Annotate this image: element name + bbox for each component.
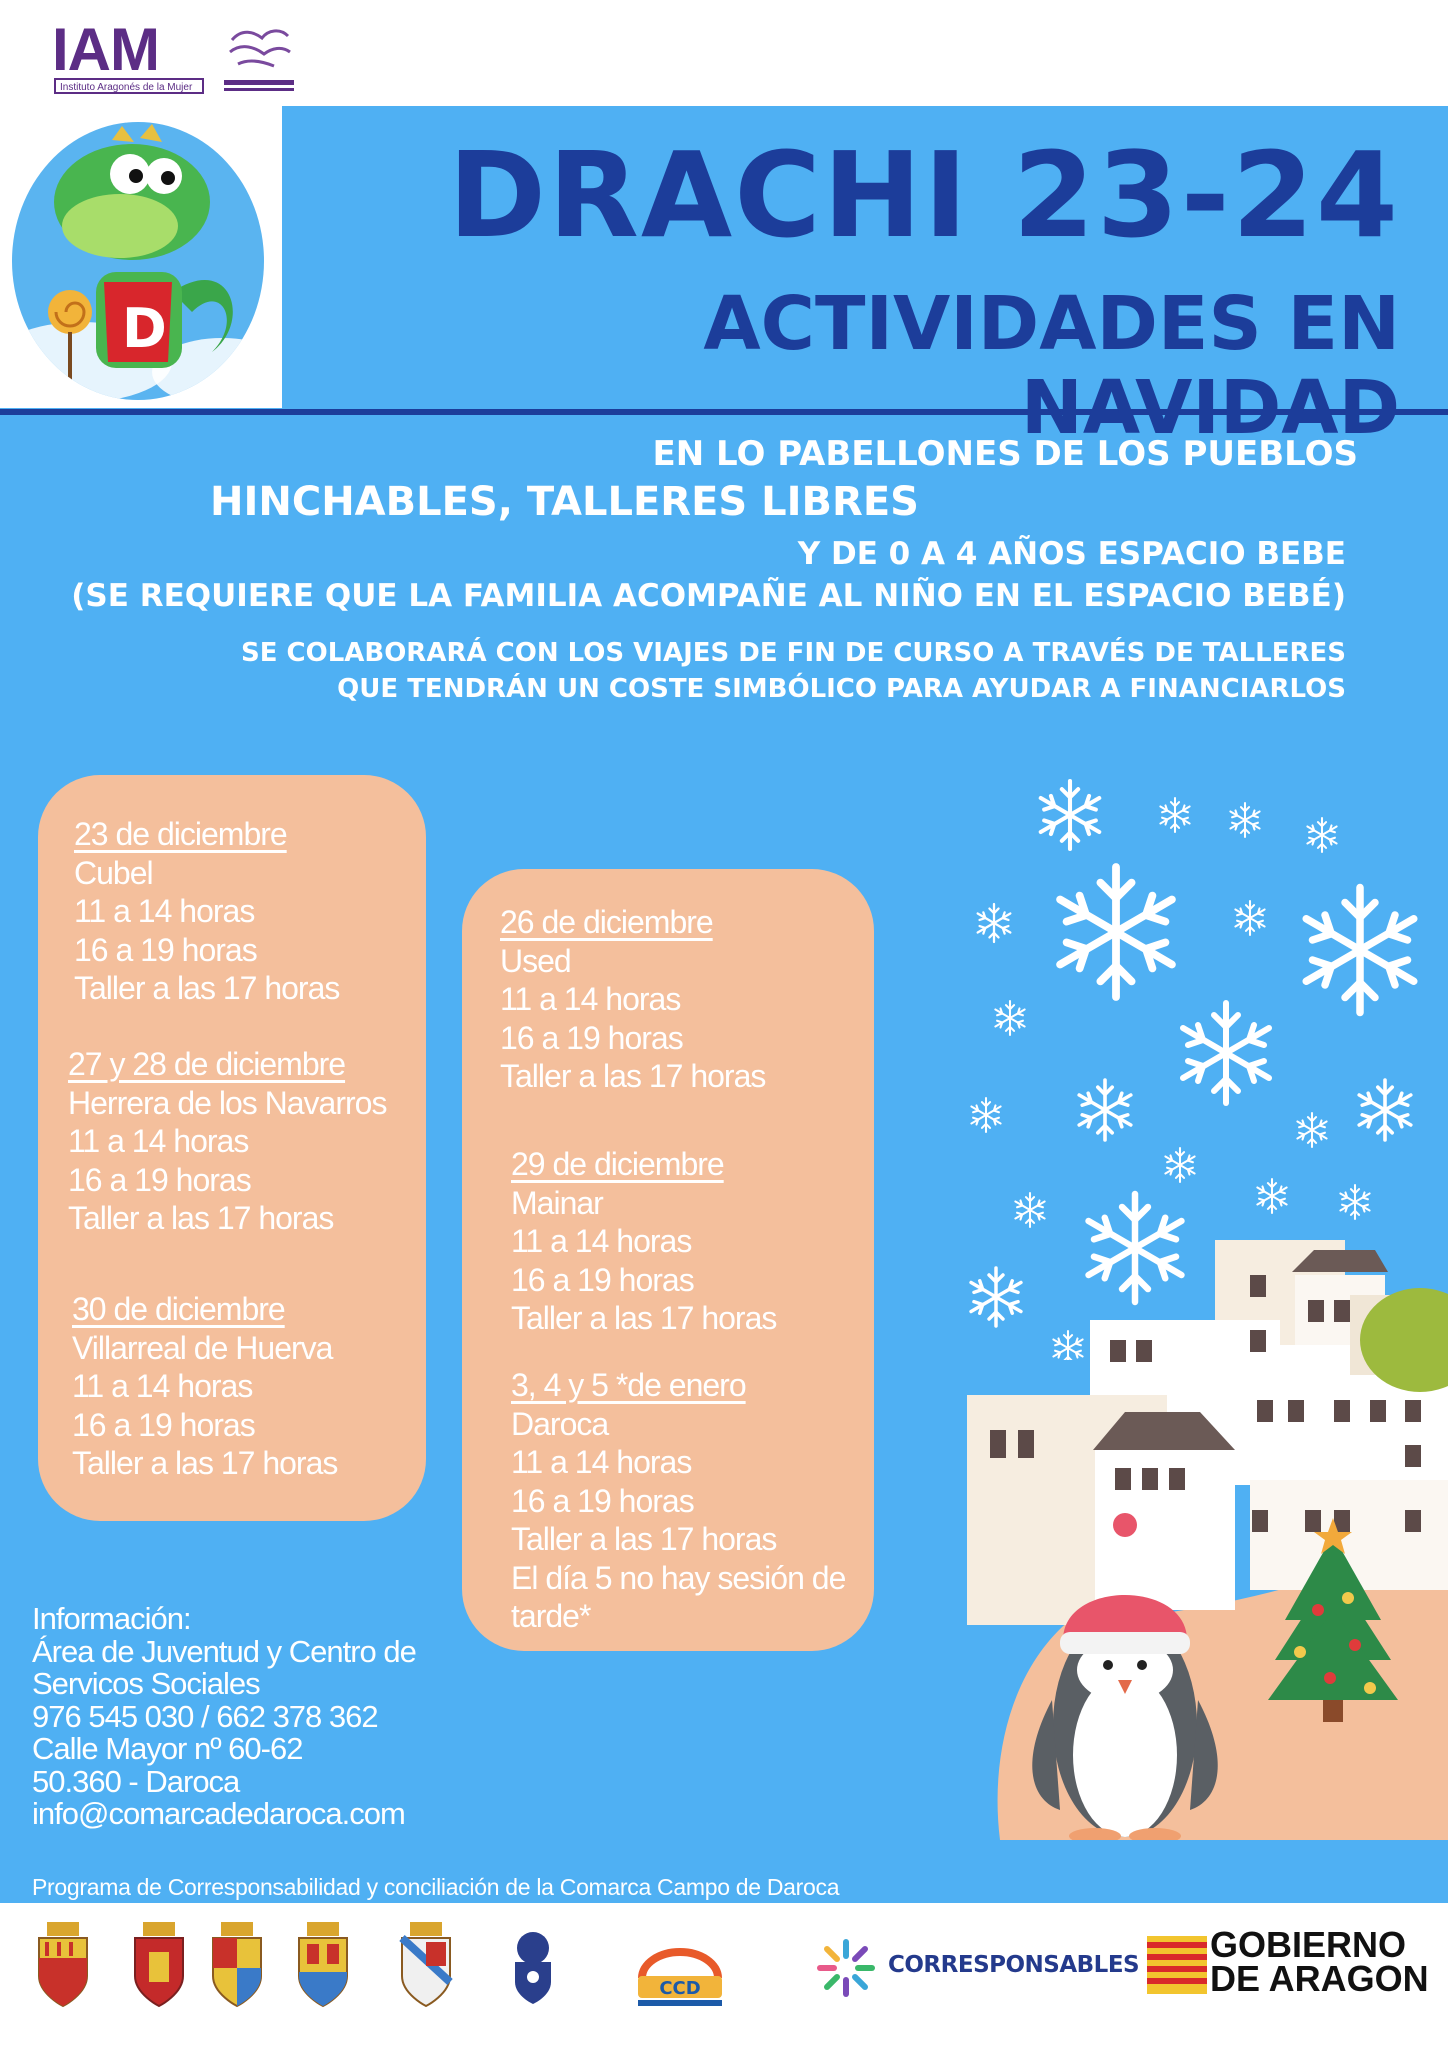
schedule-workshop: Taller a las 17 horas [511,1300,777,1336]
schedule-entry [68,1045,386,1238]
snowflake-icon [1053,1331,1082,1360]
snowflake-icon [1165,1148,1194,1182]
snowflake-icon [978,904,1011,942]
schedule-place: Villarreal de Huerva [72,1329,333,1366]
corresponsables-icon [816,1938,876,1998]
schedule-date: 23 de diciembre [74,816,287,852]
schedule-workshop: Taller a las 17 horas [500,1058,766,1094]
intro-line-family-note: (SE REQUIERE QUE LA FAMILIA ACOMPAÑE AL NIÑO EN EL ESPACIO BEBÉ) [71,578,1346,614]
schedule-workshop: Taller a las 17 horas [74,970,340,1006]
intro-line-activities: HINCHABLES, TALLERES LIBRES [210,479,919,525]
schedule-time: 11 a 14 horas [72,1368,253,1404]
drachi-mascot-image [12,122,264,400]
gobierno-line: GOBIERNO [1210,1924,1407,1965]
iam-logo [52,18,294,96]
schedule-workshop: Taller a las 17 horas [511,1521,777,1557]
snowflake-icon [995,1001,1024,1035]
intro-line-baby-space: Y DE 0 A 4 AÑOS ESPACIO BEBE [797,536,1346,572]
snowflake-icon [1089,1194,1182,1302]
snowflake-icon [1160,798,1189,832]
snowflake-icon [1340,1185,1369,1219]
snowflake-icon [1041,781,1099,849]
schedule-time: 11 a 14 horas [74,893,255,929]
snowflake-icon [1307,818,1336,852]
snowflake-icon [1306,888,1414,1013]
schedule-entry [500,903,765,1096]
schedule-place: Daroca [511,1405,609,1442]
snowflake-icon [1060,867,1172,997]
schedule-time: 16 a 19 horas [74,931,257,968]
info-city: 50.360 - Daroca [32,1763,240,1799]
schedule-time: 16 a 19 horas [68,1161,251,1198]
schedule-note: tarde* [511,1598,591,1634]
schedule-time: 11 a 14 horas [68,1123,249,1159]
intro-line-venues: EN LO PABELLONES DE LOS PUEBLOS [652,434,1358,474]
schedule-date: 27 y 28 de diciembre [68,1046,346,1082]
info-phones: 976 545 030 / 662 378 362 [32,1698,378,1734]
schedule-time: 11 a 14 horas [511,1223,692,1259]
ccd-text: CCD [659,1978,701,1999]
info-street: Calle Mayor nº 60-62 [32,1731,303,1766]
snowflake-icon [971,1268,1021,1326]
snowflake-icon [1230,803,1259,837]
ccd-logo [634,1948,726,2008]
intro-line-trips-1: SE COLABORARÁ CON LOS VIAJES DE FIN DE CURSO A TRAVÉS DE TALLERES [240,638,1346,668]
snowflake-icon [1235,901,1264,935]
page-title: DRACHI 23-24 [448,126,1400,264]
hands-icon [224,18,294,96]
town-crest-icon [33,1922,93,2008]
iam-logo-subtitle: Instituto Aragonés de la Mujer [54,78,204,94]
page-subtitle: ACTIVIDADES EN NAVIDAD [703,281,1400,451]
schedule-place: Used [500,942,571,979]
schedule-entry [511,1145,776,1338]
schedule-time: 16 a 19 horas [500,1019,683,1056]
info-email: info@comarcadedaroca.com [32,1796,405,1831]
svg-text:D: D [122,297,167,360]
info-heading: Información: [32,1601,191,1636]
schedule-workshop: Taller a las 17 horas [68,1200,334,1236]
schedule-entry [72,1290,337,1483]
town-crest-icon [207,1922,267,2008]
schedule-entry [74,815,339,1008]
schedule-time: 16 a 19 horas [511,1482,694,1519]
dragon-icon [12,122,264,400]
gobierno-aragon-logo [1210,1924,1429,1999]
iam-logo-letters: IAM [52,16,159,83]
info-org: Servicos Sociales [32,1666,260,1701]
schedule-time: 16 a 19 horas [72,1406,255,1443]
town-crest-icon [396,1922,456,2008]
schedule-entry [511,1366,845,1636]
snowflake-icon [1015,1193,1044,1227]
snowflake-icon [1183,1003,1269,1103]
aragon-flag-icon [1147,1936,1207,1994]
aragon-line: DE ARAGON [1210,1958,1429,1999]
schedule-workshop: Taller a las 17 horas [72,1445,338,1481]
corresponsables-label: CORRESPONSABLES [888,1952,1140,1978]
town-crest-icon [129,1922,189,2008]
info-org: Área de Juventud y Centro de [32,1633,416,1669]
snowflake-icon [1297,1113,1326,1147]
snowflakes-decoration [950,760,1448,1360]
town-crest-icon [293,1922,353,2008]
schedule-date: 29 de diciembre [511,1146,724,1182]
villarreal-crest-icon [500,1922,566,2008]
schedule-note: El día 5 no hay sesión de [511,1559,846,1596]
snowflake-icon [1079,1080,1131,1140]
schedule-time: 11 a 14 horas [500,981,681,1017]
schedule-date: 3, 4 y 5 *de enero [511,1367,746,1403]
schedule-place: Mainar [511,1184,603,1221]
schedule-place: Herrera de los Navarros [68,1084,387,1121]
contact-info [32,1603,416,1831]
snowflake-icon [1359,1080,1411,1140]
schedule-time: 11 a 14 horas [511,1444,692,1480]
program-credit: Programa de Corresponsabilidad y conciliación de la Comarca Campo de Daroca [32,1874,840,1900]
intro-line-trips-2: QUE TENDRÁN UN COSTE SIMBÓLICO PARA AYUDAR A FINANCIARLOS [337,674,1346,704]
schedule-place: Cubel [74,854,153,891]
schedule-time: 16 a 19 horas [511,1261,694,1298]
snowflake-icon [1257,1179,1286,1213]
snowflake-icon [971,1098,1000,1132]
schedule-date: 26 de diciembre [500,904,713,940]
schedule-date: 30 de diciembre [72,1291,285,1327]
